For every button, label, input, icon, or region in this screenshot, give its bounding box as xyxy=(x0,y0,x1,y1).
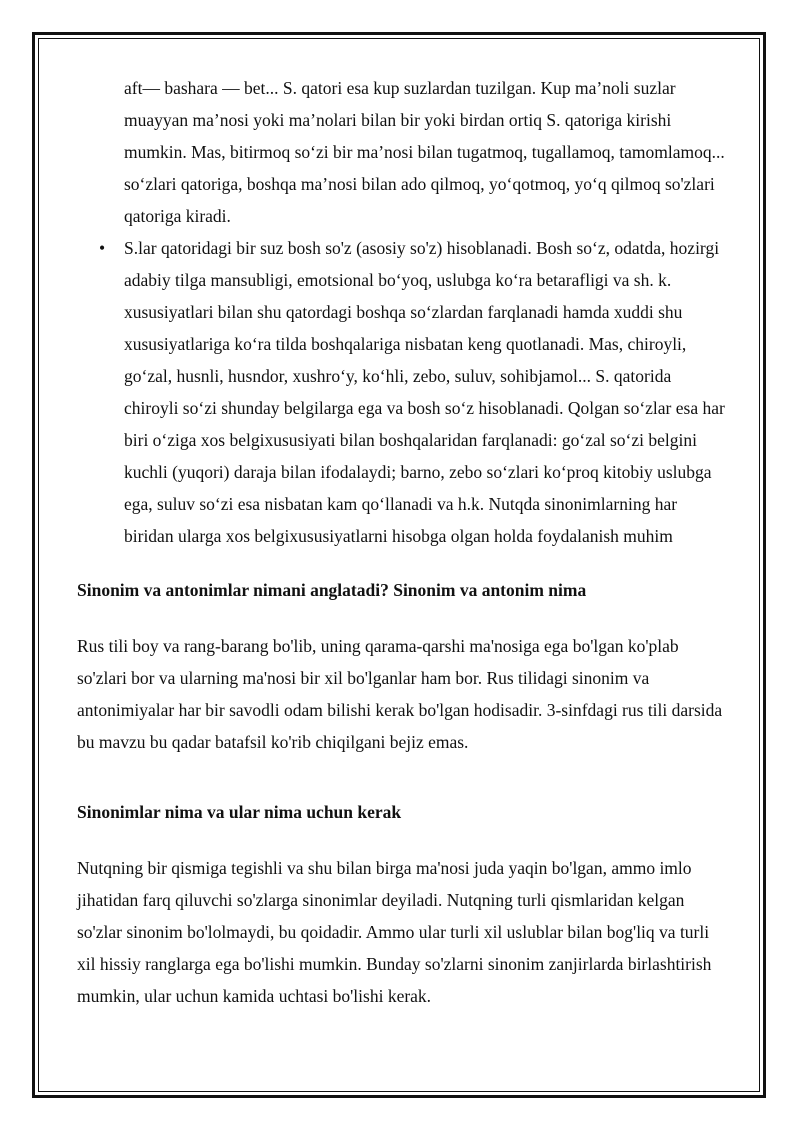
section-heading-2: Sinonimlar nima va ular nima uchun kerak xyxy=(77,802,402,822)
section-paragraph-2: Nutqning bir qismiga tegishli va shu bilan birga ma'nosi juda yaqin bo'lgan, ammo imlo jihatidan farq qiluvchi so'zlarga sinonimlar deyiladi. Nutqning turli qismlaridan kelgan so'zlar sinonim bo'lolmaydi, bu qoidadir. Ammo ular turli xil uslublar bilan bog'liq va turli xil hissiy ranglarga ega bo'lishi mumkin. Bunday so'zlarni sinonim zanjirlarda birlashtirish mumkin, ular uchun kamida uchtasi bo'lishi kerak. xyxy=(77,858,712,1006)
bullet-list-item xyxy=(99,232,727,552)
section-heading-1: Sinonim va antonimlar nimani anglatadi? Sinonim va antonim nima xyxy=(77,580,587,600)
continuation-paragraph: aft— bashara — bet... S. qatori esa kup suzlardan tuzilgan. Kup ma’noli suzlar muayyan ma’nosi yoki ma’nolari bilan bir yoki birdan ortiq S. qatoriga kirishi mumkin. Mas, bitirmoq so‘zi bir ma’nosi bilan tugatmoq, tugallamoq, tamomlamoq... so‘zlari qatoriga, boshqa ma’nosi bilan ado qilmoq, yo‘qotmoq, yo‘q qilmoq so'zlari qatoriga kiradi. xyxy=(124,78,725,226)
document-body xyxy=(77,72,727,1012)
bullet-paragraph: S.lar qatoridagi bir suz bosh so'z (asosiy so'z) hisoblanadi. Bosh so‘z, odatda, hozirgi adabiy tilga mansubligi, emotsional bo‘yoq, uslubga ko‘ra betarafligi va sh. k. xususiyatlari bilan shu qatordagi boshqa so‘zlardan farqlanadi hamda xuddi shu xususiyatlariga ko‘ra tilda boshqalariga nisbatan keng quotlanadi. Mas, chiroyli, go‘zal, husnli, husndor, xushro‘y, ko‘hli, zebo, suluv, sohibjamol... S. qatorida chiroyli so‘zi shunday belgilarga ega va bosh so‘z hisoblanadi. Qolgan so‘zlar esa har biri o‘ziga xos belgixususiyati bilan boshqalaridan farqlanadi: go‘zal so‘zi belgini kuchli (yuqori) daraja bilan ifodalaydi; barno, zebo so‘zlari ko‘proq kitobiy uslubga ega, suluv so‘zi esa nisbatan kam qo‘llanadi va h.k. Nutqda sinonimlarning har biridan ularga xos belgixususiyatlarni hisobga olgan holda foydalanish muhim xyxy=(124,238,725,546)
bullet-icon: • xyxy=(99,238,106,258)
section-paragraph-1: Rus tili boy va rang-barang bo'lib, uning qarama-qarshi ma'nosiga ega bo'lgan ko'plab so'zlari bor va ularning ma'nosi bir xil bo'lganlar ham bor. Rus tilidagi sinonim va antonimiyalar har bir savodli odam bilishi kerak bo'lgan hodisadir. 3-sinfdagi rus tili darsida bu mavzu bu qadar batafsil ko'rib chiqilgani bejiz emas. xyxy=(77,636,723,752)
